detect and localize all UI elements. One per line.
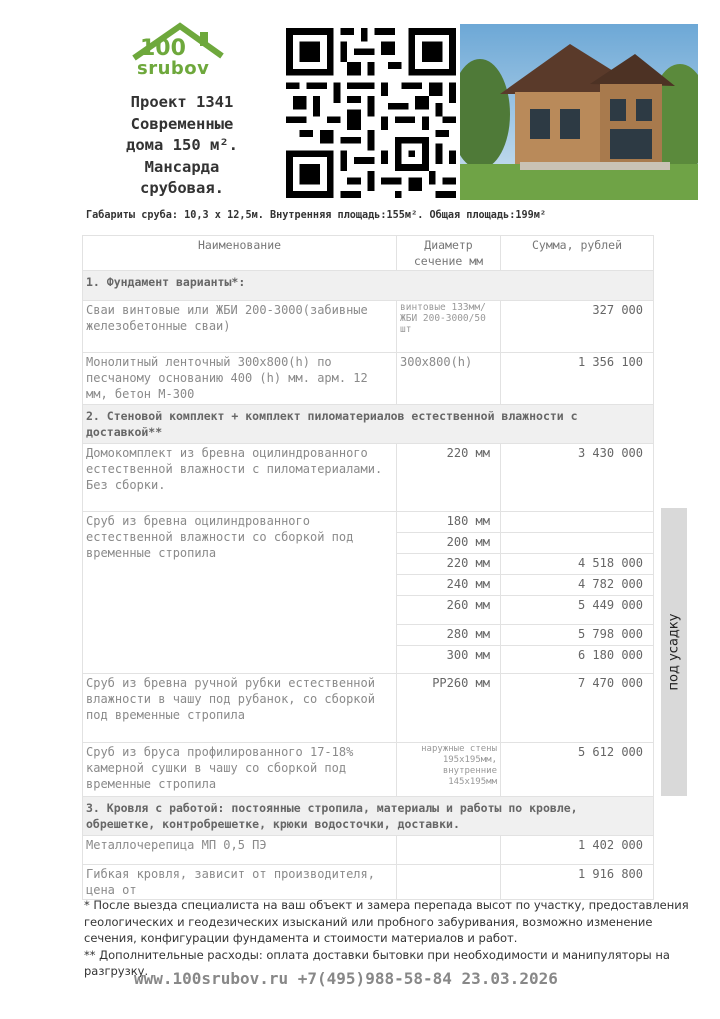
- table-row: [83, 444, 654, 512]
- row-sum: 5 798 000: [501, 625, 654, 646]
- logo-text: srubov: [137, 58, 210, 79]
- row-sum: 1 402 000: [501, 836, 654, 865]
- row-name: Сваи винтовые или ЖБИ 200-3000(забивные железобетонные сваи): [83, 301, 397, 353]
- table-row: [83, 743, 654, 797]
- section-foundation: 1. Фундамент варианты*:: [83, 271, 654, 301]
- row-sum: 5 449 000: [501, 596, 654, 625]
- logo-number: 100: [140, 36, 186, 61]
- row-spec: 220 мм: [397, 444, 501, 512]
- row-name: Металлочерепица МП 0,5 ПЭ: [83, 836, 397, 865]
- section-row: [83, 797, 654, 836]
- header-name: Наименование: [83, 236, 397, 271]
- row-sum: 4 782 000: [501, 575, 654, 596]
- row-sum: 1 356 100: [501, 353, 654, 405]
- row-name: Гибкая кровля, зависит от производителя, цена от: [83, 865, 397, 900]
- row-spec: винтовые 133мм/ЖБИ 200-3000/50 шт: [397, 301, 501, 353]
- row-name: Сруб из бруса профилированного 17-18% камерной сушки в чашу со сборкой под временные стропила: [83, 743, 397, 797]
- row-sum: 6 180 000: [501, 646, 654, 674]
- row-spec: 200 мм: [397, 533, 501, 554]
- table-row: [83, 353, 654, 405]
- row-name: Сруб из бревна ручной рубки естественной влажности в чашу под рубанок, со сборкой под временные стропила: [83, 674, 397, 743]
- table-row: [83, 865, 654, 900]
- row-name: Монолитный ленточный 300х800(h) по песчаному основанию 400 (h) мм. арм. 12 мм, бетон М-300: [83, 353, 397, 405]
- row-spec: 300х800(h): [397, 353, 501, 405]
- footer-contacts: www.100srubov.ru +7(495)988-58-84 23.03.2026: [134, 969, 558, 988]
- footnote-foundation: * После выезда специалиста на ваш объект и замера перепада высот по участку, предоставления геологических и геодезических изысканий или пробного забуривания, возможно изменение сечения, конфигурации фундамента и стоимости материалов и работ.: [84, 898, 689, 945]
- row-spec: 280 мм: [397, 625, 501, 646]
- row-spec: 260 мм: [397, 596, 501, 625]
- table-row: [83, 674, 654, 743]
- table-row: [83, 512, 654, 533]
- row-sum: 3 430 000: [501, 444, 654, 512]
- row-sum: 5 612 000: [501, 743, 654, 797]
- section-row: [83, 405, 654, 444]
- settlement-label: под усадку: [661, 508, 687, 796]
- row-sum: [501, 512, 654, 533]
- dimensions-line: Габариты сруба: 10,3 х 12,5м. Внутренняя площадь:155м². Общая площадь:199м²: [86, 210, 547, 221]
- row-spec: 220 мм: [397, 554, 501, 575]
- row-spec: [397, 865, 501, 900]
- header-sum: Сумма, рублей: [501, 236, 654, 271]
- row-sum: [501, 533, 654, 554]
- row-spec: 300 мм: [397, 646, 501, 674]
- row-spec: 180 мм: [397, 512, 501, 533]
- row-sum: 4 518 000: [501, 554, 654, 575]
- section-walls: 2. Стеновой комплект + комплект пиломатериалов естественной влажности с доставкой**: [83, 405, 654, 444]
- row-spec: 240 мм: [397, 575, 501, 596]
- project-title: Проект 1341 Современные дома 150 м². Мансарда срубовая.: [126, 93, 238, 197]
- row-spec: наружные стены 195х195мм, внутренние 145х195мм: [397, 743, 501, 797]
- row-name: Домокомплект из бревна оцилиндрованного естественной влажности с пиломатериалами. Без сборки.: [83, 444, 397, 512]
- house-photo: [460, 24, 698, 200]
- row-sum: 327 000: [501, 301, 654, 353]
- price-table: [82, 235, 654, 900]
- footnote-delivery: ** Дополнительные расходы: оплата доставки бытовки при необходимости и манипуляторы на разгрузку.: [84, 947, 670, 978]
- header-diameter: Диаметр сечение мм: [397, 236, 501, 271]
- table-row: [83, 836, 654, 865]
- qr-code: [286, 28, 456, 198]
- table-row: [83, 301, 654, 353]
- section-row: [83, 271, 654, 301]
- row-sum: 7 470 000: [501, 674, 654, 743]
- row-spec: [397, 836, 501, 865]
- row-spec: РР260 мм: [397, 674, 501, 743]
- section-roof: 3. Кровля с работой: постоянные стропила, материалы и работы по кровле, обрешетке, контробрешетке, крюки водосточки, доставки.: [83, 797, 654, 836]
- row-name: Сруб из бревна оцилиндрованного естественной влажности со сборкой под временные стропила: [83, 512, 397, 674]
- table-header-row: [83, 236, 654, 271]
- footnotes: [84, 897, 704, 980]
- row-sum: 1 916 800: [501, 865, 654, 900]
